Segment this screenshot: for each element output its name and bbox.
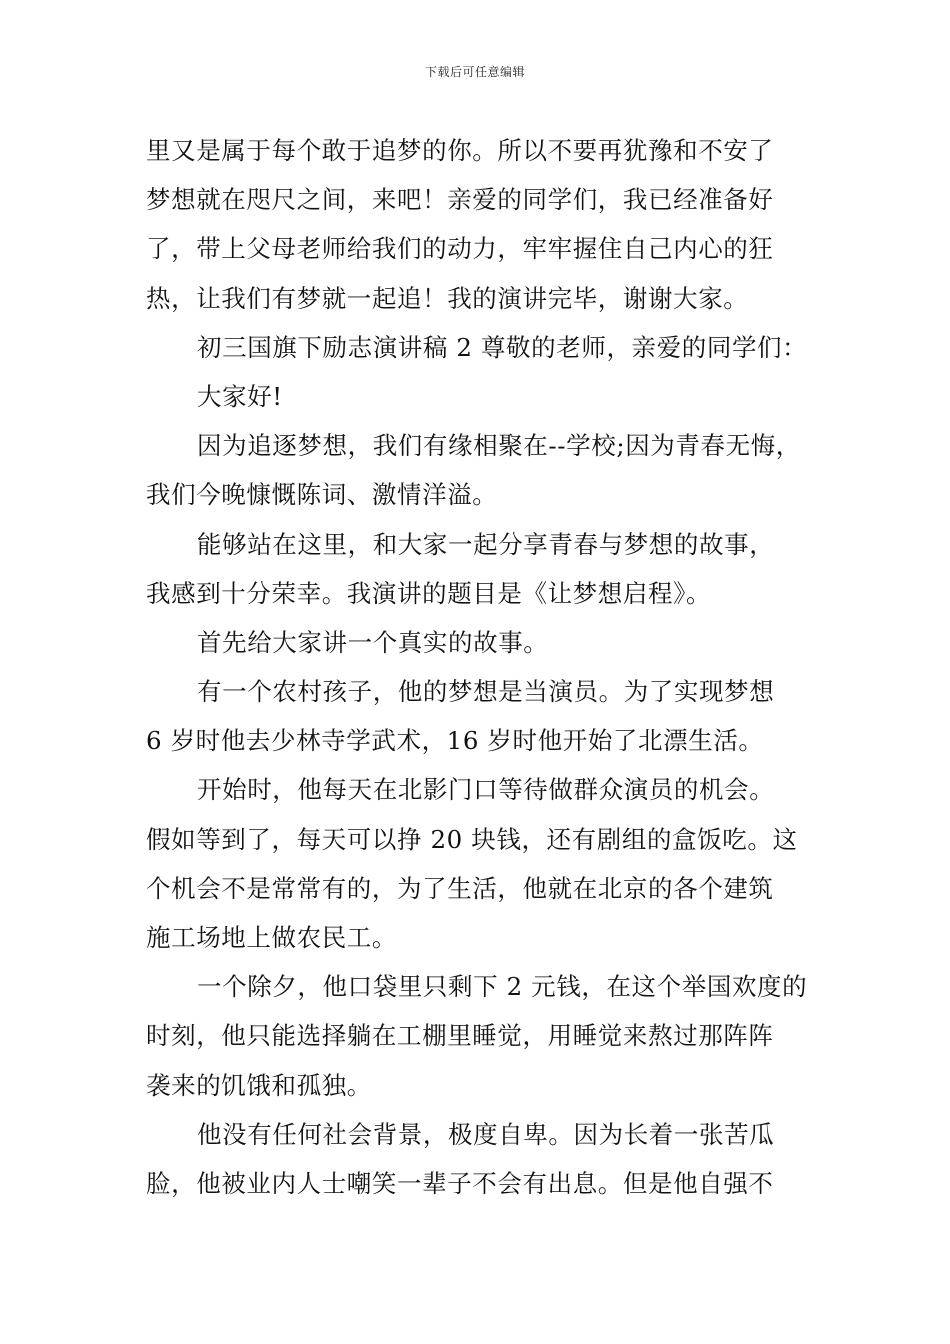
paragraph-first-line: 开始时，他每天在北影门口等待做群众演员的机会。 [197, 775, 775, 805]
paragraph-first-line: 大家好! [197, 381, 283, 411]
paragraph-line: 我感到十分荣幸。我演讲的题目是《让梦想启程》。 [146, 578, 712, 608]
paragraph-first-line: 能够站在这里，和大家一起分享青春与梦想的故事， [197, 529, 775, 559]
paragraph-line: 了，带上父母老师给我们的动力，牢牢握住自己内心的狂 [146, 234, 774, 264]
paragraph-first-line: 有一个农村孩子，他的梦想是当演员。为了实现梦想 [197, 677, 775, 707]
paragraph-line: 袭来的饥饿和孤独。 [146, 1070, 372, 1100]
paragraph-first-line: 一个除夕，他口袋里只剩下 2 元钱，在这个举国欢度的 [197, 972, 808, 1002]
paragraph-line: 热，让我们有梦就一起追！我的演讲完毕，谢谢大家。 [146, 283, 749, 313]
paragraph-line: 梦想就在咫尺之间，来吧！亲爱的同学们，我已经准备好 [146, 185, 774, 215]
page-header: 下载后可任意编辑 [424, 65, 525, 79]
paragraph-line: 我们今晚慷慨陈词、激情洋溢。 [146, 480, 498, 510]
paragraph-first-line: 因为追逐梦想，我们有缘相聚在--学校;因为青春无悔， [197, 431, 801, 461]
document-body [146, 126, 826, 1208]
paragraph-first-line: 首先给大家讲一个真实的故事。 [197, 627, 549, 657]
paragraph-first-line: 他没有任何社会背景，极度自卑。因为长着一张苦瓜 [197, 1119, 775, 1149]
paragraph-line: 假如等到了，每天可以挣 20 块钱，还有剧组的盒饭吃。这 [146, 824, 798, 854]
paragraph-line: 6 岁时他去少林寺学武术，16 岁时他开始了北漂生活。 [146, 726, 764, 756]
paragraph-first-line: 初三国旗下励志演讲稿 2 尊敬的老师，亲爱的同学们： [197, 332, 808, 362]
paragraph-line: 里又是属于每个敢于追梦的你。所以不要再犹豫和不安了 [146, 136, 774, 165]
paragraph-line: 脸，他被业内人士嘲笑一辈子不会有出息。但是他自强不 [146, 1168, 774, 1198]
paragraph-line: 个机会不是常常有的，为了生活，他就在北京的各个建筑 [146, 873, 774, 903]
paragraph-line: 时刻，他只能选择躺在工棚里睡觉，用睡觉来熬过那阵阵 [146, 1021, 774, 1051]
paragraph-line: 施工场地上做农民工。 [146, 923, 397, 952]
